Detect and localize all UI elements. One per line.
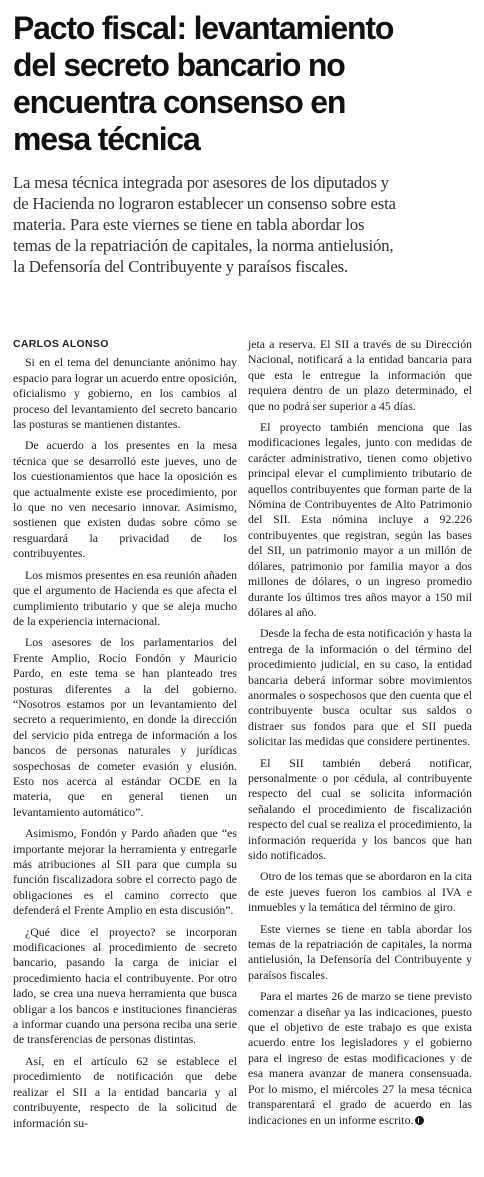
body-paragraph: Otro de los temas que se abordaron en la cita de este jueves fueron los cambios al IVA e inmuebles y la temática del término de giro.: [248, 869, 472, 915]
newspaper-page: [0, 10, 484, 1177]
headline-line: Pacto fiscal: levantamiento: [13, 10, 394, 46]
headline-line: del secreto bancario no: [13, 47, 345, 83]
lead-line: de Hacienda no lograron establecer un consenso sobre esta: [13, 194, 396, 213]
lead-line: materia. Para este viernes se tiene en tabla abordar los: [13, 215, 365, 234]
body-paragraph: ¿Qué dice el proyecto? se incorporan modificaciones al procedimiento de secreto bancario, pasando la carga de iniciar el procedimiento hacia el contribuyente. Por otro lado, se crea una nueva herramienta que busca obligar a los bancos e instituciones financieras a informar cuando una persona reciba una serie de transferencias de personas distintas.: [13, 924, 237, 1047]
body-paragraph: Los asesores de los parlamentarios del Frente Amplio, Rocío Fondón y Mauricio Pardo, en este tema se han planteado tres posturas diferentes a la del gobierno. “Nosotros estamos por un levantamiento del secreto a requerimiento, en donde la dirección del servicio pida entrega de información a los bancos de personas naturales y jurídicas sospechosas de cometer evasión y elusión. Esto nos acerca al estándar OCDE en la materia, que en general tienen un levantamiento automático”.: [13, 635, 237, 819]
body-paragraph-continued: jeta a reserva. El SII a través de su Dirección Nacional, notificará a la entidad bancaria para que esta le entregue la información que requiera dentro de un plazo determinado, el que no podrá ser superior a 45 días.: [248, 337, 472, 413]
column-right: [248, 337, 472, 1137]
column-left: [13, 337, 237, 1137]
headline-line: encuentra consenso en: [13, 84, 346, 120]
body-paragraph-last: [248, 989, 472, 1128]
body-paragraph: Los mismos presentes en esa reunión añaden que el argumento de Hacienda es que afecta el cumplimiento tributario y que se aleja mucho de la experiencia internacional.: [13, 567, 237, 628]
lead-line: La mesa técnica integrada por asesores de los diputados y: [13, 173, 389, 192]
body-paragraph: El proyecto también menciona que las modificaciones legales, junto con medidas de carácter administrativo, tienen como objetivo principal elevar el cumplimiento tributario de aquellos contribuyentes que forman parte de la Nómina de Contribuyentes de Alto Patrimonio del SII. Esta nómina incluye a 92.226 contribuyentes que registran, según las bases del SII, un patrimonio mayor a un millón de dólares, patrimonio por familia mayor a dos millones de dólares, o un ingreso promedio durante los últimos tres años mayor a 150 mil dólares al año.: [248, 420, 472, 619]
body-paragraph: Asimismo, Fondón y Pardo añaden que “es importante mejorar la herramienta y entregarle más atribuciones al SII para que cumpla su función fiscalizadora sobre el correcto pago de obligaciones es el camino correcto que defenderá el Frente Amplio en esta discusión”.: [13, 826, 237, 918]
end-of-article-icon: [415, 1116, 424, 1125]
lead-line: temas de la repatriación de capitales, la norma antielusión,: [13, 236, 394, 255]
body-paragraph: De acuerdo a los presentes en la mesa técnica que se desarrolló este jueves, uno de los cuestionamientos que hace la oposición es que actualmente existe ese procedimiento, por lo que no ven necesario innovar. Asimismo, sostienen que existen dudas sobre cómo se resguardará la privacidad de los contribuyentes.: [13, 438, 237, 561]
byline: CARLOS ALONSO: [13, 338, 109, 350]
last-paragraph-text: Para el martes 26 de marzo se tiene previsto comenzar a diseñar ya las indicaciones, puesto que el objetivo de este trabajo es que exista acuerdo entre los legisladores y el gobierno para el ingreso de estas modificaciones y de esa manera avanzar de manera consensuada. Por lo mismo, el miércoles 27 la mesa técnica transparentará el grado de acuerdo en las indicaciones en un informe escrito.: [248, 989, 472, 1127]
article-columns: [13, 337, 472, 1137]
headline: [13, 10, 472, 158]
body-paragraph: Si en el tema del denunciante anónimo hay espacio para lograr un acuerdo entre oposición, oficialismo y gobierno, en los cambios al proceso del levantamiento del secreto bancario las posturas se mantienen distantes.: [13, 355, 237, 432]
headline-line: mesa técnica: [13, 121, 200, 157]
lead-line: la Defensoría del Contribuyente y paraísos fiscales.: [13, 257, 348, 276]
body-paragraph: Este viernes se tiene en tabla abordar los temas de la repatriación de capitales, la norma antielusión, la Defensoría del Contribuyente y paraísos fiscales.: [248, 921, 472, 982]
body-paragraph: Así, en el artículo 62 se establece el procedimiento de notificación que debe realizar el SII a la entidad bancaria y al contribuyente, respecto de la solicitud de información su-: [13, 1053, 237, 1130]
body-paragraph: Desde la fecha de esta notificación y hasta la entrega de la información o del término del procedimiento judicial, en su caso, la entidad bancaria deberá informar sobre movimientos anormales o sospechosos que den cuenta que el contribuyente busca ocultar sus saldos o distraer sus fondos para que el SII pueda solicitar las medidas que considere pertinentes.: [248, 626, 472, 749]
body-paragraph: El SII también deberá notificar, personalmente o por cédula, al contribuyente respecto del cual se solicita información señalando el procedimiento de fiscalización respecto del cual se realiza el procedimiento, la información requerida y los bancos que han sido notificados.: [248, 755, 472, 862]
lead-paragraph: [13, 172, 472, 277]
